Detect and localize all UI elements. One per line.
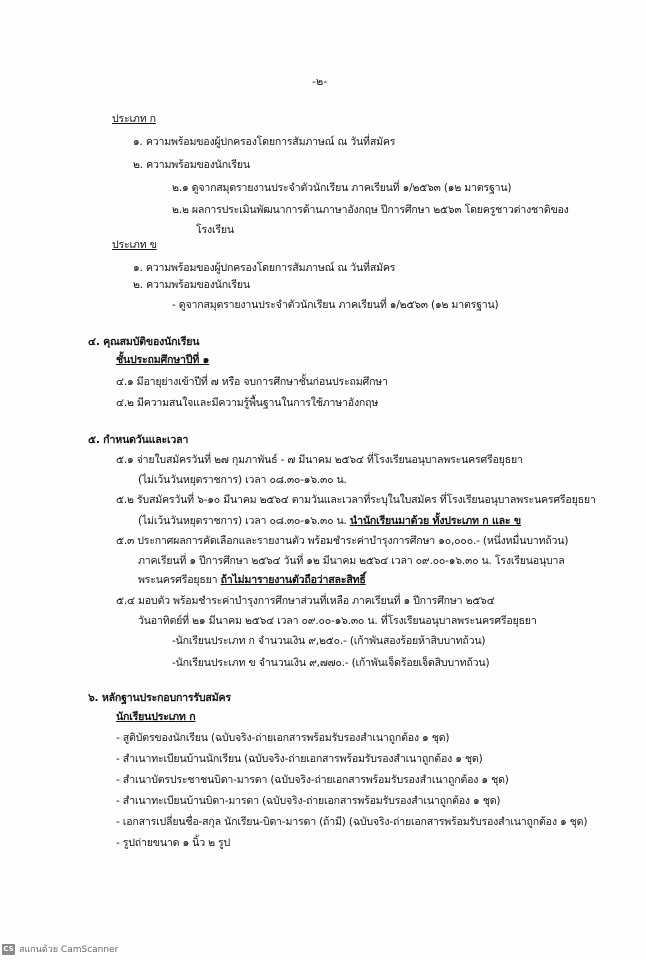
document-list-item: - สำเนาบัตรประชาชนบิดา-มารดา (ฉบับจริง-ถ่ายเอกสารพร้อมรับรองสำเนาถูกต้อง ๑ ชุด) [116, 774, 509, 786]
watermark-text: สแกนด้วย CamScanner [19, 945, 119, 955]
document-list-item: - สำเนาทะเบียนบ้านบิดา-มารดา (ฉบับจริง-ถ่ายเอกสารพร้อมรับรองสำเนาถูกต้อง ๑ ชุด) [116, 795, 501, 807]
document-list-item: - สำเนาทะเบียนบ้านนักเรียน (ฉบับจริง-ถ่ายเอกสารพร้อมรับรองสำเนาถูกต้อง ๑ ชุด) [116, 753, 483, 765]
section-5-line: -นักเรียนประเภท ข จำนวนเงิน ๙,๗๗๐.- (เก้าพันเจ็ดร้อยเจ็ดสิบบาทถ้วน) [172, 657, 490, 669]
section-6-subheading: นักเรียนประเภท ก [116, 711, 196, 723]
type-a-item: ๑. ความพร้อมของผู้ปกครองโดยการสัมภาษณ์ ณ วันที่สมัคร [133, 136, 396, 148]
forfeit-note: ถ้าไม่มารายงานตัวถือว่าสละสิทธิ์ [220, 574, 366, 586]
document-list-item: - รูปถ่ายขนาด ๑ นิ้ว ๒ รูป [116, 837, 231, 849]
page-number: -๒- [312, 75, 328, 88]
type-a-item: ๒. ความพร้อมของนักเรียน [133, 159, 250, 171]
section-4-heading: ๔. คุณสมบัติของนักเรียน [88, 336, 200, 348]
type-a-heading: ประเภท ก [112, 113, 156, 125]
section-6-heading: ๖. หลักฐานประกอบการรับสมัคร [88, 692, 231, 704]
type-b-item: ๑. ความพร้อมของผู้ปกครองโดยการสัมภาษณ์ ณ วันที่สมัคร [133, 262, 396, 274]
type-a-item: ๒.๒ ผลการประเมินพัฒนาการด้านภาษาอังกฤษ ปีการศึกษา ๒๕๖๓ โดยครูชาวต่างชาติของ [172, 204, 569, 216]
camscanner-logo-icon: CS [3, 944, 14, 953]
camscanner-watermark [2, 942, 118, 956]
section-5-line [138, 573, 366, 587]
type-a-item: โรงเรียน [196, 224, 234, 236]
document-list-item: - สูติบัตรของนักเรียน (ฉบับจริง-ถ่ายเอกสารพร้อมรับรองสำเนาถูกต้อง ๑ ชุด) [116, 732, 450, 744]
section-5-line: ๕.๑ จ่ายใบสมัครวันที่ ๒๗ กุมภาพันธ์ - ๗ มีนาคม ๒๕๖๔ ที่โรงเรียนอนุบาลพระนครศรีอยุธยา [116, 454, 523, 466]
section-5-line: ๕.๓ ประกาศผลการคัดเลือกและรายงานตัว พร้อมชำระค่าบำรุงการศึกษา ๑๐,๐๐๐.- (หนึ่งหมื่นบาทถ้วน) [116, 535, 569, 547]
section-5-text: (ไม่เว้นวันหยุดราชการ) เวลา ๐๘.๓๐-๑๖.๓๐ น. [138, 515, 347, 527]
section-5-heading: ๕. กำหนดวันและเวลา [88, 434, 189, 446]
bring-student-note: นำนักเรียนมาด้วย ทั้งประเภท ก และ ข [349, 515, 521, 527]
section-5-line [138, 514, 521, 528]
type-b-heading: ประเภท ข [112, 239, 157, 251]
type-a-item: ๒.๑ ดูจากสมุดรายงานประจำตัวนักเรียน ภาคเรียนที่ ๑/๒๕๖๓ (๑๒ มาตรฐาน) [172, 182, 512, 194]
document-list-item: - เอกสารเปลี่ยนชื่อ-สกุล นักเรียน-บิดา-มารดา (ถ้ามี) (ฉบับจริง-ถ่ายเอกสารพร้อมรับรองสำเนาถูกต้อง ๑ ชุด) [116, 816, 588, 828]
section-4-item: ๔.๑ มีอายุย่างเข้าปีที่ ๗ หรือ จบการศึกษาชั้นก่อนประถมศึกษา [116, 376, 388, 388]
type-b-item: ๒. ความพร้อมของนักเรียน [133, 279, 250, 291]
section-5-line: (ไม่เว้นวันหยุดราชการ) เวลา ๐๘.๓๐-๑๖.๓๐ น. [138, 474, 347, 486]
section-5-line: ๕.๒ รับสมัครวันที่ ๖-๑๐ มีนาคม ๒๕๖๔ ตามวันและเวลาที่ระบุในใบสมัคร ที่โรงเรียนอนุบาลพระนครศรีอยุธยา [116, 494, 596, 506]
section-4-item: ๔.๒ มีความสนใจและมีความรู้พื้นฐานในการใช้ภาษาอังกฤษ [116, 397, 379, 409]
section-5-text: พระนครศรีอยุธยา [138, 574, 218, 586]
section-5-line: ภาคเรียนที่ ๑ ปีการศึกษา ๒๕๖๔ วันที่ ๑๒ มีนาคม ๒๕๖๔ เวลา ๐๙.๐๐-๑๖.๓๐ น. โรงเรียนอนุบาล [138, 555, 565, 567]
section-4-subheading: ชั้นประถมศึกษาปีที่ ๑ [116, 354, 210, 366]
section-5-line: ๕.๔ มอบตัว พร้อมชำระค่าบำรุงการศึกษาส่วนที่เหลือ ภาคเรียนที่ ๑ ปีการศึกษา ๒๕๖๔ [116, 595, 495, 607]
section-5-line: -นักเรียนประเภท ก จำนวนเงิน ๙,๒๕๐.- (เก้าพันสองร้อยห้าสิบบาทถ้วน) [172, 635, 486, 647]
type-b-item: - ดูจากสมุดรายงานประจำตัวนักเรียน ภาคเรียนที่ ๑/๒๕๖๓ (๑๒ มาตรฐาน) [172, 299, 499, 311]
section-5-line: วันอาทิตย์ที่ ๒๑ มีนาคม ๒๕๖๔ เวลา ๐๙.๐๐-๑๖.๓๐ น. ที่โรงเรียนอนุบาลพระนครศรีอยุธยา [138, 615, 537, 627]
